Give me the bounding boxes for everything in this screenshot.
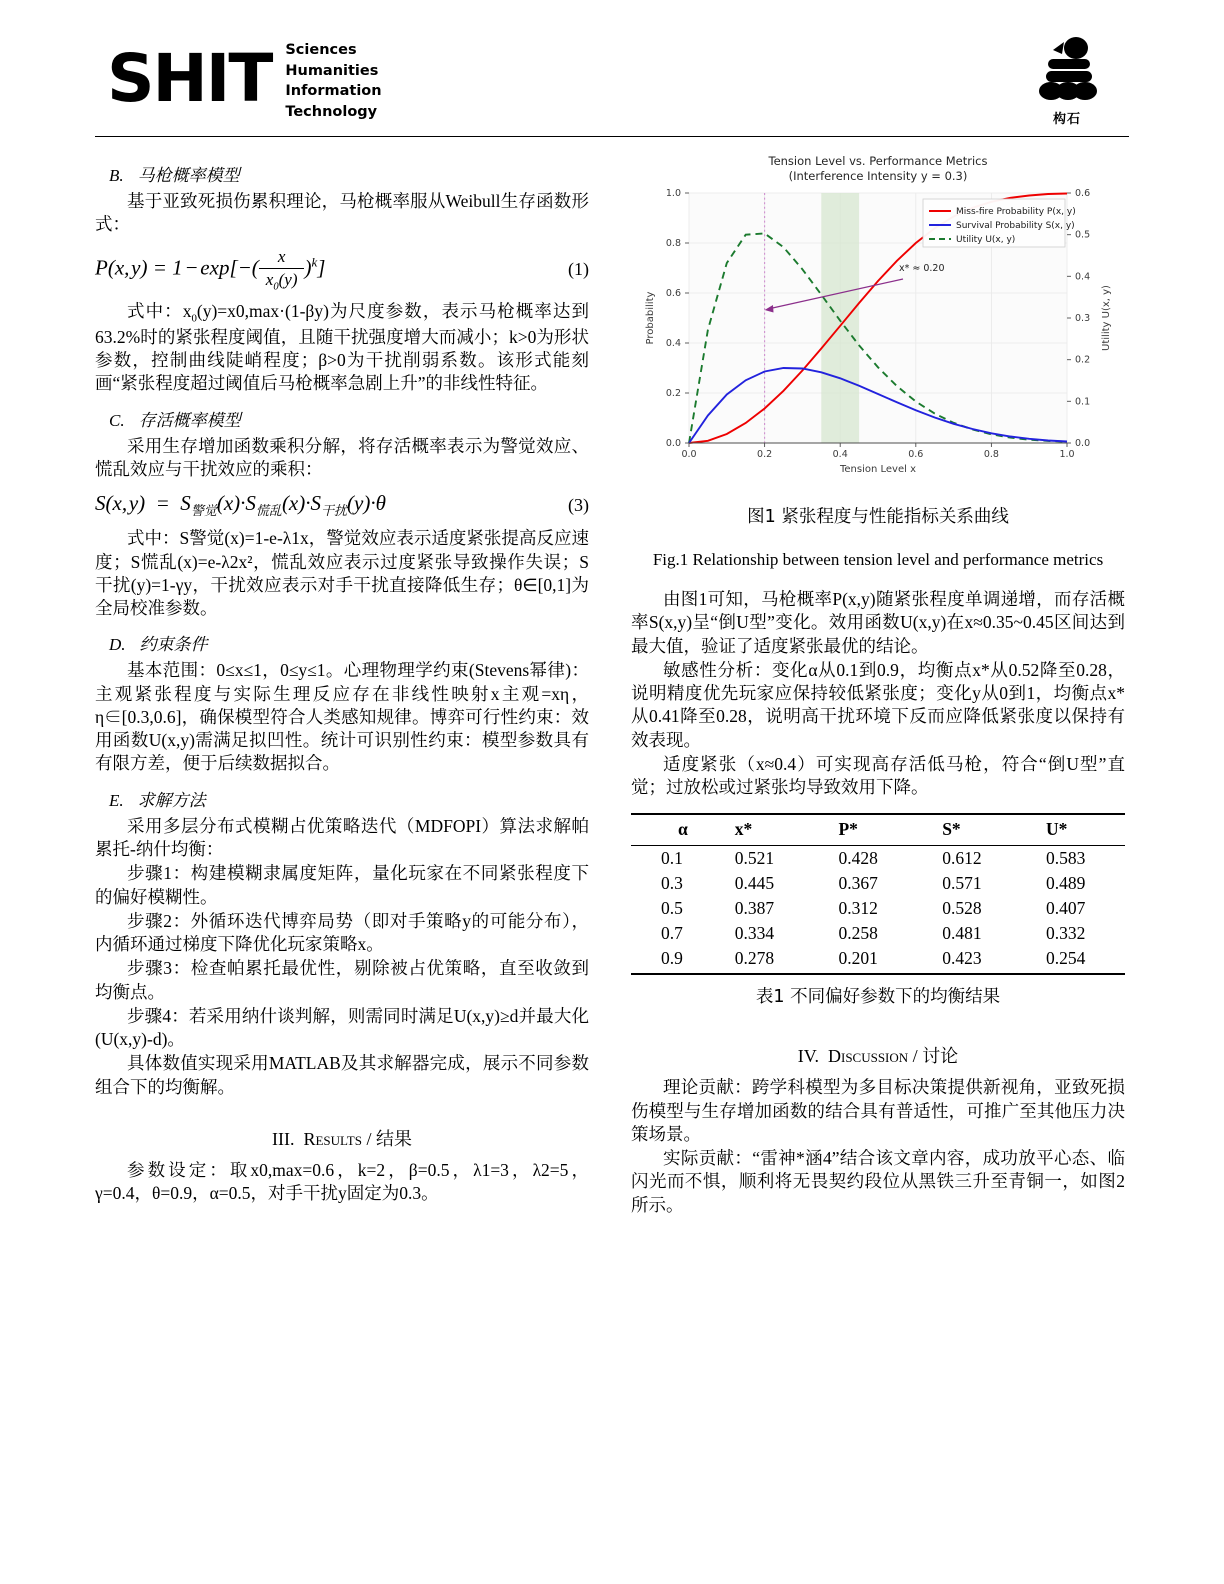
right-para-2: 敏感性分析：变化α从0.1到0.9，均衡点x*从0.52降至0.28，说明精度优先玩家应保持较低紧张度；变化y从0到1，均衡点x*从0.41降至0.28，说明高干扰环境下反而应降低紧张度以保持有效表现。 xyxy=(631,659,1125,750)
figure-1 xyxy=(631,151,1125,570)
section-d-heading xyxy=(95,630,589,655)
equation-1-expression: P(x, y) = 1 − exp[−( $\frac{x}{x_0(y)}$ )$^k$] xyxy=(95,246,326,292)
y2-tick-0: 0.0 xyxy=(1075,438,1091,449)
legend-label-utility: Utility U(x, y) xyxy=(956,235,1016,245)
publisher-name: 构石 xyxy=(1052,112,1081,127)
table-header-row xyxy=(631,814,1125,846)
section-iii-title-en: Results xyxy=(303,1128,362,1149)
y-axis-left-label: Probability xyxy=(645,291,656,345)
section-iii-para-1: 参数设定：取x0,max=0.6，k=2，β=0.5，λ1=3，λ2=5，γ=0.4，θ=0.9，α=0.5，对手干扰y固定为0.3。 xyxy=(95,1159,589,1204)
chart-title: Tension Level vs. Performance Metrics xyxy=(768,154,988,168)
section-e-para-1: 采用多层分布式模糊占优策略迭代（MDFOPI）算法求解帕累托-纳什均衡： xyxy=(95,815,589,860)
cell-alpha: 0.7 xyxy=(661,923,683,944)
table-row xyxy=(631,921,1125,946)
section-e-title: 求解方法 xyxy=(137,790,206,811)
cell-pstar: 0.428 xyxy=(838,848,878,869)
figure-1-caption-en: Fig.1 Relationship between tension level and performance metrics xyxy=(652,550,1104,569)
section-c-para-1: 采用生存增加函数乘积分解，将存活概率表示为警觉效应、慌乱效应与干扰效应的乘积： xyxy=(95,435,589,479)
two-column-layout xyxy=(95,151,1129,1218)
section-iii-title-cn: 结果 xyxy=(375,1128,412,1150)
section-iv-numeral: IV. xyxy=(797,1046,819,1067)
section-b-title: 马枪概率模型 xyxy=(137,166,240,186)
section-iv-title-cn: 讨论 xyxy=(922,1046,959,1068)
brand-tagline xyxy=(285,40,381,122)
x-tick-2: 0.4 xyxy=(832,449,848,460)
cell-pstar: 0.367 xyxy=(838,873,878,894)
cell-xstar: 0.334 xyxy=(734,923,775,944)
section-e-step-2: 步骤2：外循环迭代博弈局势（即对手策略y的可能分布），内循环通过梯度下降优化玩家策略x。 xyxy=(95,910,589,955)
col-header-xstar: x* xyxy=(735,814,839,846)
brand-wordmark: SHIT xyxy=(107,40,272,118)
cell-pstar: 0.258 xyxy=(838,923,878,944)
cell-pstar: 0.312 xyxy=(838,898,878,919)
masthead xyxy=(95,30,1129,130)
section-iii-title-sep: / xyxy=(361,1128,376,1149)
brand-tagline-line-3: Information xyxy=(285,83,382,100)
section-e-step-1: 步骤1：构建模糊隶属度矩阵，量化玩家在不同紧张程度下的偏好模糊性。 xyxy=(95,863,589,907)
journal-logo xyxy=(95,30,382,122)
y-tick-2: 0.4 xyxy=(665,338,681,349)
cell-ustar: 0.489 xyxy=(1045,873,1086,894)
section-e-step-4: 步骤4：若采用纳什谈判解，则需同时满足U(x,y)≥d并最大化(U(x,y)-d)。 xyxy=(95,1005,589,1050)
cell-sstar: 0.571 xyxy=(942,873,982,894)
cell-xstar: 0.521 xyxy=(734,848,775,869)
cell-pstar: 0.201 xyxy=(838,948,878,969)
x-tick-5: 1.0 xyxy=(1059,449,1075,460)
col-header-ustar: U* xyxy=(1046,814,1125,846)
cell-ustar: 0.254 xyxy=(1045,948,1086,969)
y2-tick-2: 0.2 xyxy=(1075,354,1091,366)
section-d-title: 约束条件 xyxy=(139,635,208,656)
col-header-alpha: α xyxy=(631,814,735,846)
section-c-heading xyxy=(95,406,589,431)
chart-container xyxy=(631,151,1125,491)
cell-alpha: 0.5 xyxy=(661,898,683,919)
col-header-pstar: P* xyxy=(838,814,942,846)
right-column xyxy=(631,151,1125,1218)
equilibrium-results-table xyxy=(631,813,1125,975)
y2-tick-5: 0.5 xyxy=(1075,229,1091,241)
y2-tick-1: 0.1 xyxy=(1075,396,1091,408)
y2-tick-3: 0.3 xyxy=(1075,313,1091,324)
brand-tagline-line-4: Technology xyxy=(285,103,378,120)
col-header-sstar: S* xyxy=(942,814,1046,846)
right-para-3: 适度紧张（x≈0.4）可实现高存活低马枪，符合“倒U型”直觉；过放松或过紧张均导致效用下降。 xyxy=(631,753,1125,798)
cell-sstar: 0.612 xyxy=(942,848,982,869)
optimal-band xyxy=(821,193,859,443)
cell-sstar: 0.528 xyxy=(942,898,982,919)
y-axis-right-label: Utility U(x, y) xyxy=(1101,285,1112,351)
section-e-para-last: 具体数值实现采用MATLAB及其求解器完成，展示不同参数组合下的均衡解。 xyxy=(95,1053,589,1097)
y-tick-4: 0.8 xyxy=(665,238,681,249)
section-b-letter: B. xyxy=(109,166,124,185)
figure-1-caption-cn: 图1 紧张程度与性能指标关系曲线 xyxy=(747,507,1009,527)
section-iv-title-sep: / xyxy=(908,1046,923,1067)
section-e-heading xyxy=(95,786,589,811)
brand-tagline-line-1: Sciences xyxy=(285,42,357,58)
equation-1 xyxy=(95,247,589,292)
chart-legend xyxy=(923,199,1076,247)
cell-xstar: 0.445 xyxy=(734,873,775,894)
section-c-letter: C. xyxy=(109,410,125,430)
equation-1-number: (1) xyxy=(568,258,589,279)
right-para-1: 由图1可知，马枪概率P(x,y)随紧张程度单调递增，而存活概率S(x,y)呈“倒U型”变化。效用函数U(x,y)在x≈0.35~0.45区间达到最大值，验证了适度紧张最优的结论。 xyxy=(631,589,1125,656)
cell-xstar: 0.387 xyxy=(734,898,775,919)
x-tick-1: 0.2 xyxy=(757,449,773,460)
cell-sstar: 0.423 xyxy=(942,948,982,969)
cell-sstar: 0.481 xyxy=(942,923,982,944)
annotation-label: x* ≈ 0.20 xyxy=(899,263,945,274)
y-axis-left-ticks xyxy=(666,188,689,449)
equation-3-number: (3) xyxy=(568,494,589,515)
section-iv-para-1: 理论贡献：跨学科模型为多目标决策提供新视角，亚致死损伤模型与生存增加函数的结合具有普适性，可推广至其他压力决策场景。 xyxy=(631,1077,1125,1144)
tension-performance-chart xyxy=(631,151,1125,481)
equation-3 xyxy=(95,491,589,519)
section-iv-heading xyxy=(631,1042,1125,1068)
cell-ustar: 0.583 xyxy=(1045,848,1086,869)
cell-alpha: 0.1 xyxy=(661,848,683,869)
y2-tick-6: 0.6 xyxy=(1075,188,1091,199)
y-tick-1: 0.2 xyxy=(665,388,681,399)
cell-ustar: 0.407 xyxy=(1045,898,1086,919)
cell-alpha: 0.9 xyxy=(661,948,683,969)
table-row xyxy=(631,896,1125,921)
section-c-para-2: 式中：S警觉(x)=1-e-λ1x，警觉效应表示适度紧张提高反应速度；S慌乱(x)=e-λ2x²，慌乱效应表示过度紧张导致操作失误；S干扰(y)=1-γy，干扰效应表示对手干扰直接降低生存；θ∈[0,1]为全局校准参数。 xyxy=(95,528,589,619)
y-tick-3: 0.6 xyxy=(665,288,681,299)
publisher-logo xyxy=(1031,34,1129,127)
table-body xyxy=(631,846,1125,975)
table-row xyxy=(631,946,1125,974)
y-tick-5: 1.0 xyxy=(665,188,681,199)
cell-alpha: 0.3 xyxy=(661,873,683,894)
section-iii-heading xyxy=(95,1125,589,1151)
section-iv-title-en: Discussion xyxy=(827,1046,909,1067)
legend-label-survival: Survival Probability S(x, y) xyxy=(956,221,1075,231)
chart-subtitle: (Interference Intensity y = 0.3) xyxy=(788,169,968,183)
x-tick-0: 0.0 xyxy=(681,449,697,460)
section-c-title: 存活概率模型 xyxy=(138,410,241,431)
section-b-para-1: 基于亚致死损伤累积理论，马枪概率服从Weibull生存函数形式： xyxy=(95,191,589,235)
table-row xyxy=(631,871,1125,896)
y2-tick-4: 0.4 xyxy=(1075,271,1091,283)
left-column xyxy=(95,151,589,1218)
cell-xstar: 0.278 xyxy=(734,948,775,969)
table-head xyxy=(631,814,1125,846)
section-iii-numeral: III. xyxy=(272,1128,295,1149)
section-b-heading xyxy=(95,161,589,186)
section-d-letter: D. xyxy=(109,635,126,655)
x-axis-label: Tension Level x xyxy=(839,464,917,475)
table-1-caption: 表1 不同偏好参数下的均衡结果 xyxy=(755,987,1001,1008)
cell-ustar: 0.332 xyxy=(1045,923,1086,944)
stacked-stones-icon xyxy=(1031,34,1103,102)
section-iv-para-2: 实际贡献：“雷神*涵4”结合该文章内容，成功放平心态、临闪光而不惧，顺利将无畏契约段位从黑铁三升至青铜一，如图2所示。 xyxy=(631,1148,1125,1215)
x-tick-4: 0.8 xyxy=(983,449,999,460)
masthead-divider xyxy=(95,136,1129,137)
equation-3-expression: S(x, $y) = S_{警觉}(x)\cdot S_{慌乱}(x)\cdot S_{干扰}(y)\cdot\theta$ xyxy=(95,491,386,520)
table-row xyxy=(631,846,1125,872)
brand-tagline-line-2: Humanities xyxy=(285,62,379,79)
legend-label-missfire: Miss-fire Probability P(x, y) xyxy=(956,207,1076,217)
section-e-step-3: 步骤3：检查帕累托最优性，剔除被占优策略，直至收敛到均衡点。 xyxy=(95,958,589,1002)
section-d-para-1: 基本范围：0≤x≤1，0≤y≤1。心理物理学约束(Stevens幂律)：主观紧张程度与实际生理反应存在非线性映射x主观=xη，η∈[0.3,0.6]，确保模型符合人类感知规律。博弈可行性约束：效用函数U(x,y)需满足拟凹性。统计可识别性约束：模型参数具有有限方差，便于后续数据拟合。 xyxy=(95,660,589,774)
x-axis-ticks xyxy=(681,443,1074,460)
y-tick-0: 0.0 xyxy=(665,438,681,449)
x-tick-3: 0.6 xyxy=(908,449,924,460)
section-e-letter: E. xyxy=(109,790,124,810)
section-b-para-2: 式中：$x_0(y)=x0,\max\cdot(1-\beta y)$为尺度参数，表示马枪概率达到63.2%时的紧张程度阈值，且随干扰强度增大而减小；k>0为形状参数，控制曲线陡峭程度；β>0为干扰削弱系数。该形式能刻画“紧张程度超过阈值后马枪概率急剧上升”的非线性特征。 xyxy=(95,300,589,394)
